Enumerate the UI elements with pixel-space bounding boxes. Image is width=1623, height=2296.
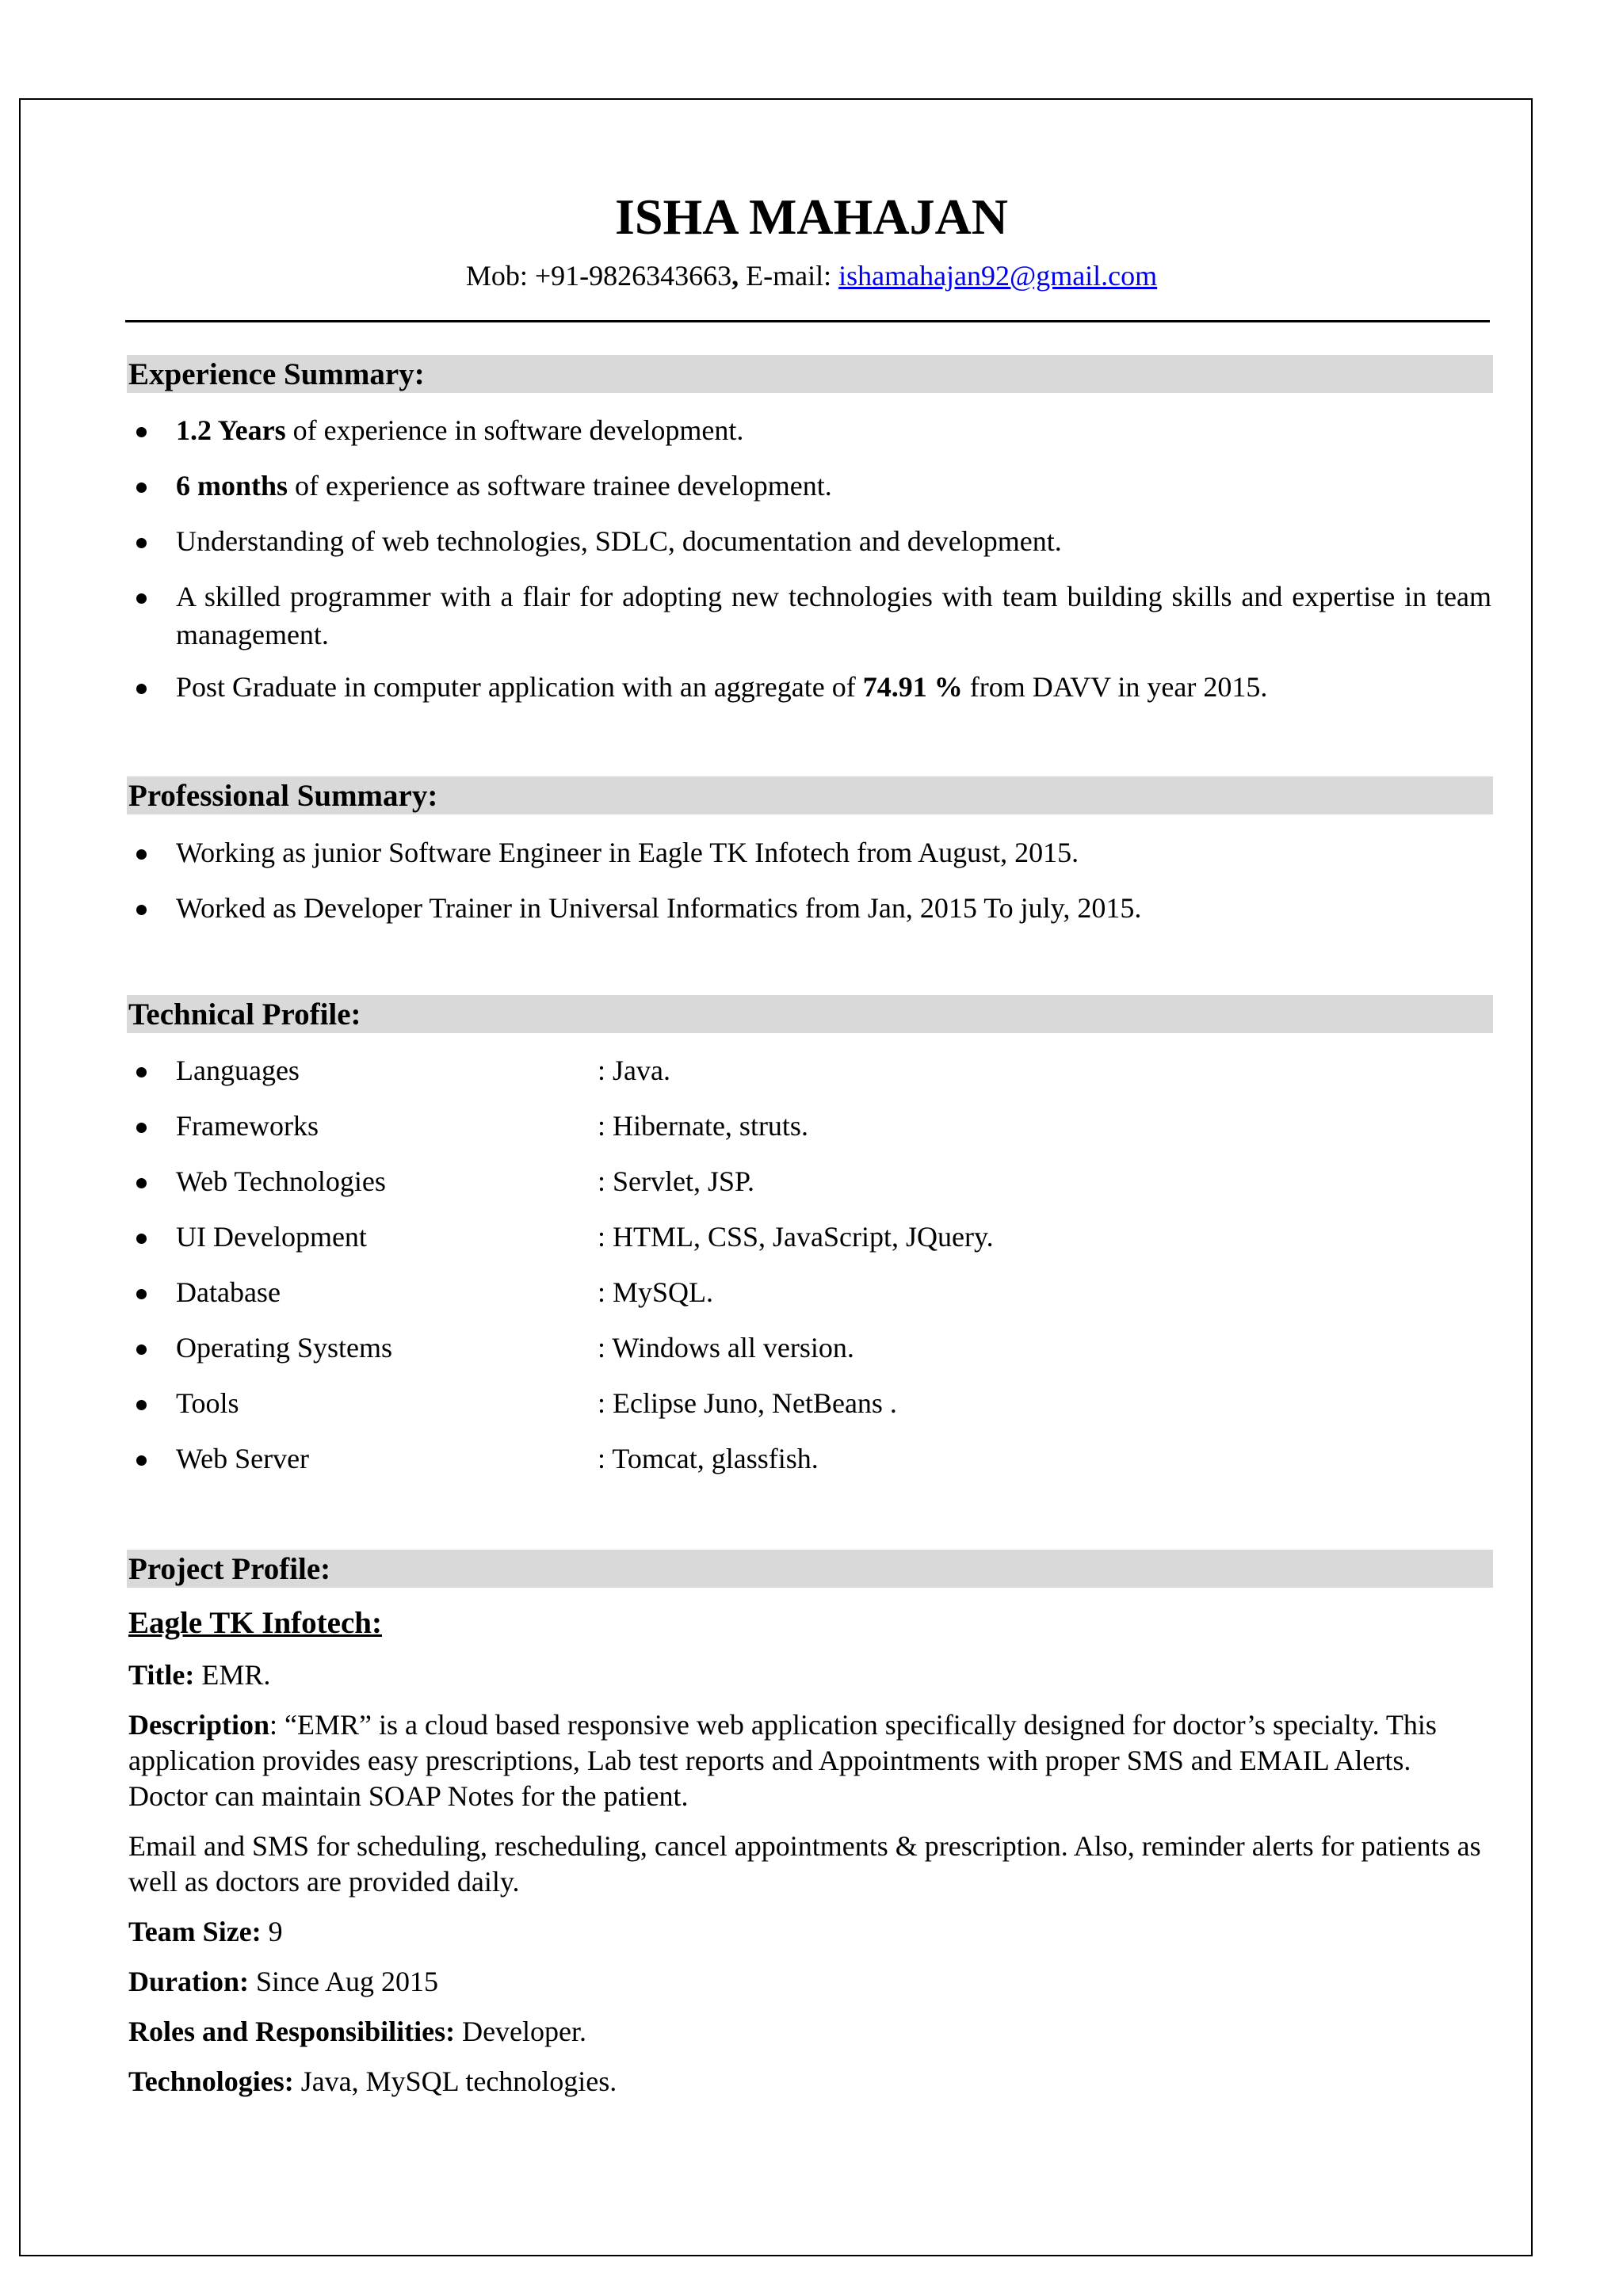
professional-summary-list [127, 833, 1491, 944]
tech-key: Database [176, 1276, 281, 1308]
field-label: Roles and Responsibilities: [128, 2016, 456, 2047]
list-item [127, 522, 1491, 560]
technical-profile-heading: Technical Profile: [127, 995, 1493, 1033]
list-item: Worked as Developer Trainer in Universal Informatics from Jan, 2015 To july, 2015. [127, 889, 1491, 927]
tech-value: : HTML, CSS, JavaScript, JQuery. [598, 1221, 994, 1253]
tech-value: : MySQL. [598, 1276, 714, 1308]
field-value: Developer. [455, 2016, 587, 2047]
list-item: Working as junior Software Engineer in Eagle TK Infotech from August, 2015. [127, 833, 1491, 871]
tech-value: : Tomcat, glassfish. [598, 1443, 819, 1474]
tech-row-ui-development [127, 1218, 1491, 1256]
project-description [128, 1707, 1491, 1814]
list-item-text: of experience in software development. [285, 414, 744, 446]
tech-value: : Hibernate, struts. [598, 1110, 808, 1142]
email-link[interactable]: ishamahajan92@gmail.com [838, 260, 1158, 292]
roles-responsibilities [128, 2014, 1491, 2050]
email-label: E-mail: [739, 260, 839, 292]
field-label: Description [128, 1709, 269, 1741]
experience-years: 1.2 Years [176, 414, 286, 446]
list-item-text: Understanding of web technologies, SDLC, documentation and development. [176, 525, 1062, 557]
project-description-extra: Email and SMS for scheduling, rescheduling, cancel appointments & prescription. Also, reminder alerts for patients as well as doctors are provided daily. [128, 1830, 1481, 1897]
tech-key: Languages [176, 1055, 300, 1086]
team-size [128, 1914, 1491, 1950]
tech-value: : Windows all version. [598, 1332, 854, 1363]
professional-summary-heading: Professional Summary: [127, 776, 1493, 814]
list-item-text: A skilled programmer with a flair for adopting new technologies with team building skills and expertise in team management. [176, 581, 1491, 650]
tech-key: Operating Systems [176, 1332, 392, 1363]
tech-key: UI Development [176, 1221, 367, 1253]
tech-row-tools [127, 1384, 1491, 1422]
contact-line [0, 258, 1623, 293]
list-item-text: of experience as software trainee development. [288, 470, 832, 502]
field-value: EMR. [194, 1659, 271, 1691]
technologies [128, 2064, 1491, 2100]
list-item [127, 411, 1491, 449]
experience-summary-list [127, 411, 1491, 723]
mobile-label: Mob: [465, 260, 535, 292]
project-profile-heading: Project Profile: [127, 1550, 1493, 1588]
list-item-text: from DAVV in year 2015. [962, 671, 1268, 703]
tech-key: Frameworks [176, 1110, 319, 1142]
tech-row-web-server [127, 1440, 1491, 1478]
tech-row-web-technologies [127, 1162, 1491, 1200]
tech-value: : Servlet, JSP. [598, 1165, 755, 1197]
field-label: Duration: [128, 1966, 249, 1997]
experience-summary-heading: Experience Summary: [127, 355, 1493, 393]
field-label: Team Size: [128, 1916, 262, 1947]
contact-separator: , [731, 260, 739, 292]
list-item-text: Post Graduate in computer application with an aggregate of [176, 671, 863, 703]
tech-row-database [127, 1273, 1491, 1311]
field-label: Technologies: [128, 2065, 294, 2097]
field-value: Since Aug 2015 [249, 1966, 438, 1997]
project-title [128, 1657, 1491, 1693]
field-value: 9 [261, 1916, 283, 1947]
trainee-months: 6 months [176, 470, 288, 502]
project-details [128, 1604, 1491, 2114]
technical-profile-list [127, 1051, 1491, 1495]
field-value: Java, MySQL technologies. [293, 2065, 617, 2097]
mobile-number: +91-9826343663 [534, 260, 732, 292]
tech-key: Tools [176, 1387, 239, 1419]
aggregate-percent: 74.91 % [862, 671, 963, 703]
candidate-name: ISHA MAHAJAN [614, 189, 1009, 245]
field-label: Title: [128, 1659, 195, 1691]
tech-row-languages [127, 1051, 1491, 1089]
company-name: Eagle TK Infotech: [128, 1606, 382, 1640]
duration [128, 1964, 1491, 2000]
field-value: : “EMR” is a cloud based responsive web application specifically designed for doctor’s specialty. This application provides easy prescriptions, Lab test reports and Appointments with proper SMS and EMAIL Alerts. Doctor can maintain SOAP Notes for the patient. [128, 1709, 1437, 1812]
list-item [127, 578, 1491, 654]
list-item [127, 668, 1491, 706]
tech-row-operating-systems [127, 1329, 1491, 1367]
tech-key: Web Technologies [176, 1165, 386, 1197]
header-divider [125, 320, 1490, 322]
list-item [127, 467, 1491, 505]
tech-key: Web Server [176, 1443, 310, 1474]
tech-value: : Eclipse Juno, NetBeans . [598, 1387, 897, 1419]
tech-value: : Java. [598, 1055, 670, 1086]
tech-row-frameworks [127, 1107, 1491, 1145]
